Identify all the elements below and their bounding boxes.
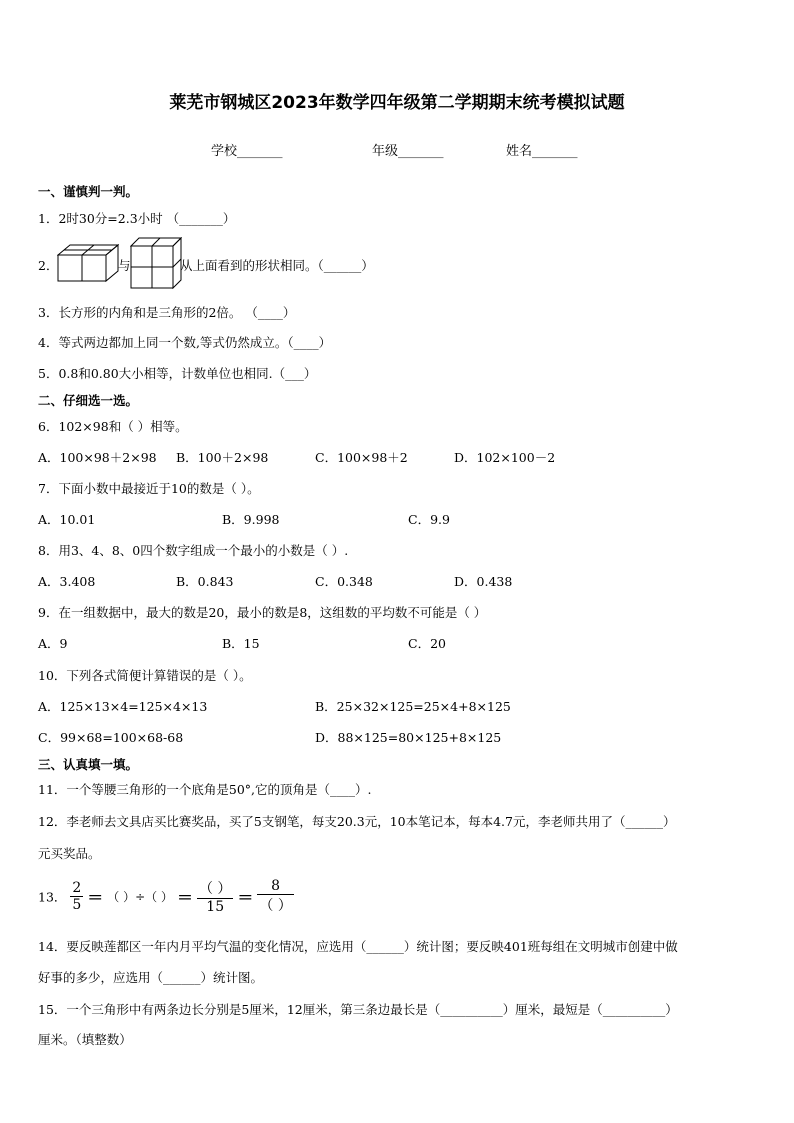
q13-division-blank[interactable]: （ ）÷（ ） [107, 890, 173, 904]
grade-field[interactable]: 年级_______ [372, 144, 444, 159]
question-15-line-1: 15．一个三角形中有两条边长分别是5厘米，12厘米，第三条边最长是（__________）厘米，最短是（__________） [38, 1002, 678, 1017]
cuboid-figure-2 [130, 237, 182, 293]
question-12-line-2: 元买奖品。 [38, 846, 101, 861]
q6-option-c[interactable]: C．100×98＋2 [315, 450, 408, 465]
question-7: 7．下面小数中最接近于10的数是（ ）。 [38, 481, 260, 496]
question-3: 3．长方形的内角和是三角形的2倍。 （____） [38, 305, 296, 320]
question-2-number: 2． [38, 258, 59, 273]
q13-fraction-2-denominator: 15 [206, 899, 225, 915]
question-4: 4．等式两边都加上同一个数,等式仍然成立。（____） [38, 335, 332, 350]
question-11: 11．一个等腰三角形的一个底角是50°,它的顶角是（____）. [38, 782, 372, 797]
q13-fraction-1 [70, 880, 83, 913]
q13-fraction-2 [197, 878, 233, 915]
question-9: 9．在一组数据中，最大的数是20，最小的数是8，这组数的平均数不可能是（ ） [38, 605, 487, 620]
q9-option-b[interactable]: B．15 [222, 636, 260, 651]
q10-option-b[interactable]: B．25×32×125=25×4+8×125 [315, 699, 511, 714]
q13-fraction-1-denominator: 5 [72, 897, 82, 913]
q10-option-a[interactable]: A．125×13×4=125×4×13 [38, 699, 208, 714]
q13-fraction-1-numerator: 2 [72, 880, 82, 896]
q7-option-c[interactable]: C．9.9 [408, 512, 450, 527]
section-1-heading: 一、谨慎判一判。 [38, 184, 139, 199]
question-2-connector: 与 [118, 258, 131, 273]
q13-equals-3: ＝ [237, 888, 254, 907]
q6-option-d[interactable]: D．102×100－2 [454, 450, 556, 465]
q13-number: 13． [38, 889, 67, 905]
q8-option-d[interactable]: D．0.438 [454, 574, 513, 589]
question-15-line-2: 厘米。（填整数） [38, 1032, 132, 1047]
q13-fraction-2-numerator[interactable]: （ ） [197, 878, 233, 899]
q6-option-b[interactable]: B．100＋2×98 [176, 450, 269, 465]
section-3-heading: 三、认真填一填。 [38, 757, 139, 772]
page-title: 莱芜市钢城区2023年数学四年级第二学期期末统考模拟试题 [169, 93, 625, 113]
section-2-heading: 二、仔细选一选。 [38, 393, 139, 408]
question-14-line-2: 好事的多少，应选用（______）统计图。 [38, 970, 264, 985]
question-6: 6．102×98和（ ）相等。 [38, 419, 188, 434]
q13-fraction-3 [257, 878, 293, 915]
q7-option-a[interactable]: A．10.01 [38, 512, 96, 527]
question-5: 5．0.8和0.80大小相等，计数单位也相同.（___） [38, 366, 317, 381]
school-field[interactable]: 学校_______ [211, 144, 283, 159]
q9-option-a[interactable]: A．9 [38, 636, 68, 651]
question-2-text: 从上面看到的形状相同。（______） [180, 258, 374, 273]
q10-option-c[interactable]: C．99×68=100×68-68 [38, 730, 184, 745]
question-8: 8．用3、4、8、0四个数字组成一个最小的小数是（ ）. [38, 543, 349, 558]
q6-option-a[interactable]: A．100×98＋2×98 [38, 450, 157, 465]
question-14-line-1: 14．要反映莲都区一年内月平均气温的变化情况，应选用（______）统计图；要反映401班每组在文明城市创建中做 [38, 939, 678, 954]
q8-option-c[interactable]: C．0.348 [315, 574, 373, 589]
cuboid-figure-1 [57, 243, 119, 287]
q13-fraction-3-numerator: 8 [257, 878, 293, 895]
q8-option-b[interactable]: B．0.843 [176, 574, 234, 589]
q13-fraction-3-denominator[interactable]: （ ） [259, 898, 292, 914]
question-13 [38, 878, 294, 915]
q10-option-d[interactable]: D．88×125=80×125+8×125 [315, 730, 502, 745]
q7-option-b[interactable]: B．9.998 [222, 512, 280, 527]
q8-option-a[interactable]: A．3.408 [38, 574, 96, 589]
q13-equals-2: ＝ [176, 888, 193, 907]
question-1: 1．2时30分=2.3小时 （_______） [38, 211, 236, 226]
name-field[interactable]: 姓名_______ [506, 144, 578, 159]
q9-option-c[interactable]: C．20 [408, 636, 446, 651]
question-12-line-1: 12．李老师去文具店买比赛奖品，买了5支钢笔，每支20.3元，10本笔记本，每本4.7元，李老师共用了（______） [38, 814, 676, 829]
q13-equals-1: ＝ [87, 888, 104, 907]
question-10: 10．下列各式简便计算错误的是（ ）。 [38, 668, 252, 683]
